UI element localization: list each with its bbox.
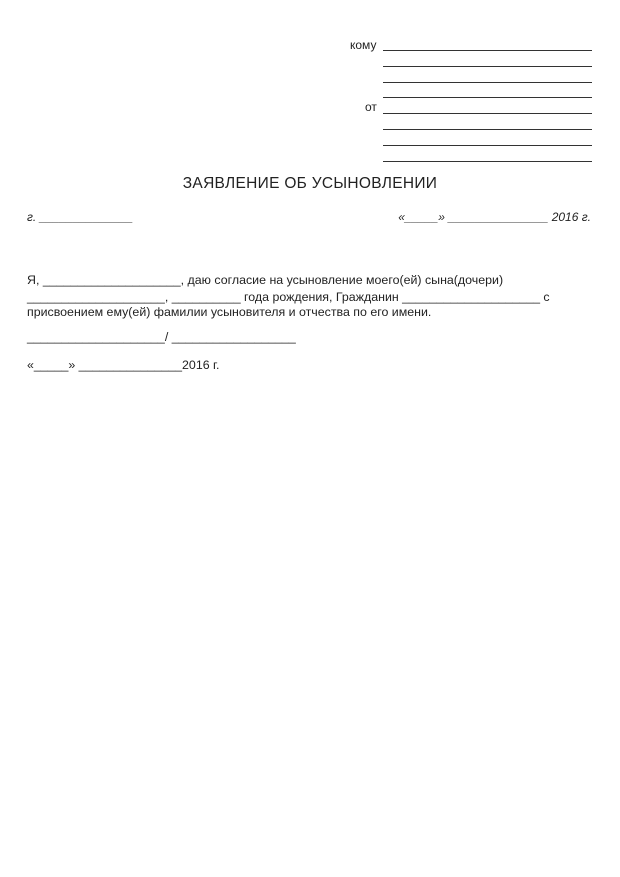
from-label: от <box>365 100 377 114</box>
statement-line-1: Я, ____________________, даю согласие на усыновление моего(ей) сына(дочери) <box>27 273 504 287</box>
from-line-4[interactable] <box>383 145 592 146</box>
date-field[interactable]: «_____» _______________ 2016 г. <box>398 210 591 224</box>
to-line-3[interactable] <box>383 82 592 83</box>
bottom-date-field[interactable]: «_____» _______________2016 г. <box>27 358 220 372</box>
from-line-5[interactable] <box>383 161 592 162</box>
signature-field[interactable]: ____________________/ __________________ <box>27 330 296 344</box>
from-line-1[interactable] <box>383 97 592 98</box>
statement-line-2: ____________________, __________ года рождения, Гражданин ____________________ с <box>27 290 550 304</box>
to-line-1[interactable] <box>383 50 592 51</box>
from-line-2[interactable] <box>383 113 592 114</box>
to-label: кому <box>350 38 377 52</box>
to-line-2[interactable] <box>383 66 592 67</box>
document-title: ЗАЯВЛЕНИЕ ОБ УСЫНОВЛЕНИИ <box>182 175 438 192</box>
from-line-3[interactable] <box>383 129 592 130</box>
statement-line-3: присвоением ему(ей) фамилии усыновителя и отчества по его имени. <box>27 305 432 319</box>
city-field[interactable]: г. ______________ <box>27 210 134 224</box>
